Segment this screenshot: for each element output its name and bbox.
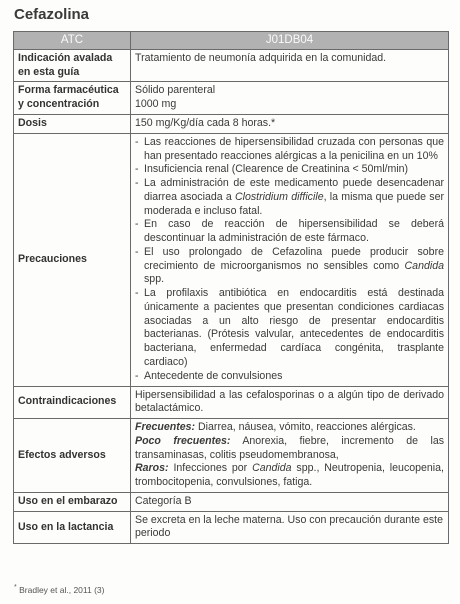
table-row <box>14 492 449 511</box>
form-value <box>131 82 449 115</box>
footnote-text: Bradley et al., 2011 (3) <box>19 584 105 595</box>
indication-value: Tratamiento de neumonía adquirida en la comunidad. <box>131 49 449 82</box>
list-item: - Antecedente de convulsiones <box>135 370 444 384</box>
organism-name: Candida <box>252 462 292 475</box>
atc-code: J01DB04 <box>131 32 449 50</box>
adverse-less-frequent <box>135 435 444 463</box>
precautions-label: Precauciones <box>14 133 131 386</box>
list-item: - El uso prolongado de Cefazolina puede producir sobre crecimiento de microorganismos no sensibles como Candida spp. <box>135 246 444 287</box>
contraindications-value: Hipersensibilidad a las cefalosporinas o a algún tipo de derivado betalactámico. <box>131 386 449 419</box>
indication-label: Indicación avalada en esta guía <box>14 49 131 82</box>
lactation-value: Se excreta en la leche materna. Uso con precaución durante este periodo <box>131 511 449 544</box>
atc-header-label: ATC <box>14 32 131 50</box>
adverse-rare <box>135 462 444 490</box>
footnote <box>14 584 104 595</box>
adverse-less-text: Anorexia, fiebre, incremento de las transaminasas, colitis pseudomembranosa, <box>135 434 445 461</box>
adverse-effects-value <box>131 419 449 493</box>
table-row <box>14 419 449 493</box>
dose-value: 150 mg/Kg/día cada 8 horas.* <box>131 115 449 134</box>
precautions-list <box>135 136 444 384</box>
table-row <box>14 133 449 386</box>
drug-monograph-table <box>13 31 449 544</box>
pregnancy-value: Categoría B <box>131 492 449 511</box>
list-item: - Las reacciones de hipersensibilidad cruzada con personas que han presentado reacciones alérgicas a la penicilina en un 10% <box>135 136 444 164</box>
footnote-marker: * <box>14 584 17 591</box>
pregnancy-label: Uso en el embarazo <box>14 492 131 511</box>
dose-label: Dosis <box>14 115 131 134</box>
drug-title: Cefazolina <box>14 6 90 23</box>
table-row <box>14 82 449 115</box>
form-value-line: 1000 mg <box>135 98 177 111</box>
contraindications-label: Contraindicaciones <box>14 386 131 419</box>
adverse-frequent <box>135 421 444 435</box>
list-item: - La administración de este medicamento puede desencadenar diarrea asociada a Clostridium difficile, la misma que puede ser moderada e incluso fatal. <box>135 177 444 218</box>
list-item: - En caso de reacción de hipersensibilidad se deberá descontinuar la administración de este fármaco. <box>135 218 444 246</box>
precautions-value <box>131 133 449 386</box>
list-item: - Insuficiencia renal (Clearence de Creatinina < 50ml/min) <box>135 163 444 177</box>
organism-name: Clostridium difficile <box>234 190 324 203</box>
lactation-label: Uso en la lactancia <box>14 511 131 544</box>
adverse-frequent-label: Frecuentes: <box>135 421 196 434</box>
table-header-row <box>14 32 449 50</box>
adverse-rare-label: Raros: <box>135 462 169 475</box>
form-label: Forma farmacéutica y concentración <box>14 82 131 115</box>
list-item: - La profilaxis antibiótica en endocarditis está destinada únicamente a pacientes que presentan condiciones cardiacas asociadas a un alto riesgo de presentar endocarditis bacterianas. (Prótesis valvular, antecedentes de endocarditis bacteriana, enfermedad cardíaca congénita, trasplante cardiaco) <box>135 287 444 370</box>
table-row <box>14 49 449 82</box>
adverse-rare-text: Infecciones por Candida spp., Neutropenia, leucopenia, trombocitopenia, convulsiones, fatiga. <box>135 462 444 489</box>
organism-name: Candida <box>404 259 444 272</box>
adverse-effects-label: Efectos adversos <box>14 419 131 493</box>
table-row <box>14 115 449 134</box>
adverse-frequent-text: Diarrea, náusea, vómito, reacciones alérgicas. <box>198 421 416 434</box>
table-row <box>14 386 449 419</box>
form-value-line: Sólido parenteral <box>135 84 216 97</box>
table-row <box>14 511 449 544</box>
adverse-less-label: Poco frecuentes: <box>135 434 231 447</box>
